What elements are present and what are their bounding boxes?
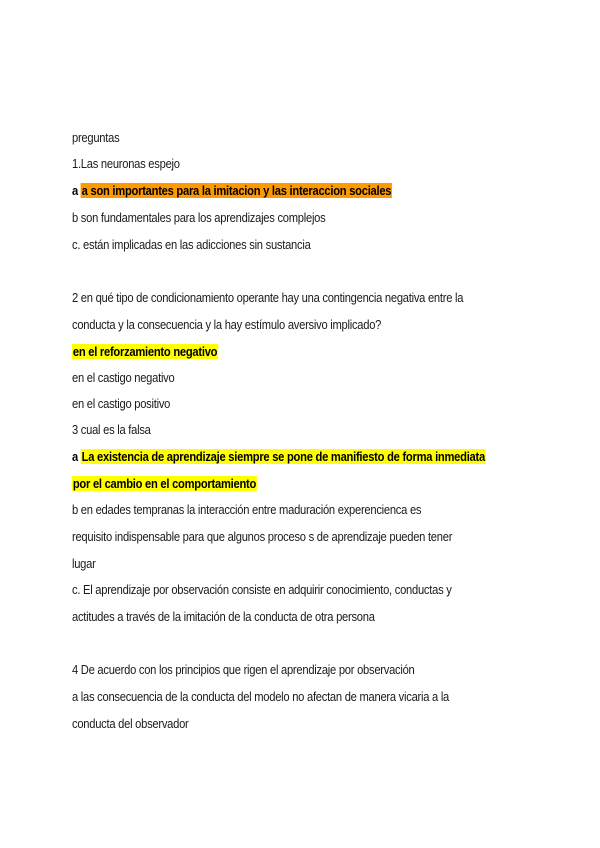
question-3-option-c-line-2: actitudes a través de la imitación de la conducta de otra persona <box>72 609 375 624</box>
question-3-option-b-line-1: b en edades tempranas la interacción entre maduración experencienca es <box>72 502 422 517</box>
question-3-option-c-line-1: c. El aprendizaje por observación consiste en adquirir conocimiento, conductas y <box>72 582 452 597</box>
question-2-option-3: en el castigo positivo <box>72 396 171 411</box>
question-2-answer <box>72 342 218 362</box>
question-1-option-b: b son fundamentales para los aprendizajes complejos <box>72 210 326 225</box>
highlighted-answer: a son importantes para la imitacion y las interaccion sociales <box>81 183 392 198</box>
question-1-option-c: c. están implicadas en las adicciones sin sustancia <box>72 237 311 252</box>
question-1: 1.Las neuronas espejo <box>72 156 180 171</box>
heading: preguntas <box>72 130 120 145</box>
answer-prefix: a <box>72 449 81 464</box>
question-2-line-1: 2 en qué tipo de condicionamiento operante hay una contingencia negativa entre la <box>72 290 464 305</box>
question-2-option-2: en el castigo negativo <box>72 370 175 385</box>
question-3: 3 cual es la falsa <box>72 422 151 437</box>
highlighted-answer: en el reforzamiento negativo <box>72 344 218 359</box>
highlighted-answer: por el cambio en el comportamiento <box>72 476 257 491</box>
question-2-line-2: conducta y la consecuencia y la hay estímulo aversivo implicado? <box>72 317 382 332</box>
question-3-option-b-line-3: lugar <box>72 556 96 571</box>
question-1-answer-a <box>72 181 392 201</box>
question-3-answer-a-line-1 <box>72 447 486 467</box>
question-3-answer-a-line-2 <box>72 474 257 494</box>
question-4: 4 De acuerdo con los principios que rigen el aprendizaje por observación <box>72 662 415 677</box>
question-4-option-a-line-2: conducta del observador <box>72 716 189 731</box>
highlighted-answer: La existencia de aprendizaje siempre se pone de manifiesto de forma inmediata <box>81 449 485 464</box>
answer-prefix: a <box>72 183 81 198</box>
question-4-option-a-line-1: a las consecuencia de la conducta del modelo no afectan de manera vicaria a la <box>72 689 450 704</box>
question-3-option-b-line-2: requisito indispensable para que algunos proceso s de aprendizaje pueden tener <box>72 529 453 544</box>
